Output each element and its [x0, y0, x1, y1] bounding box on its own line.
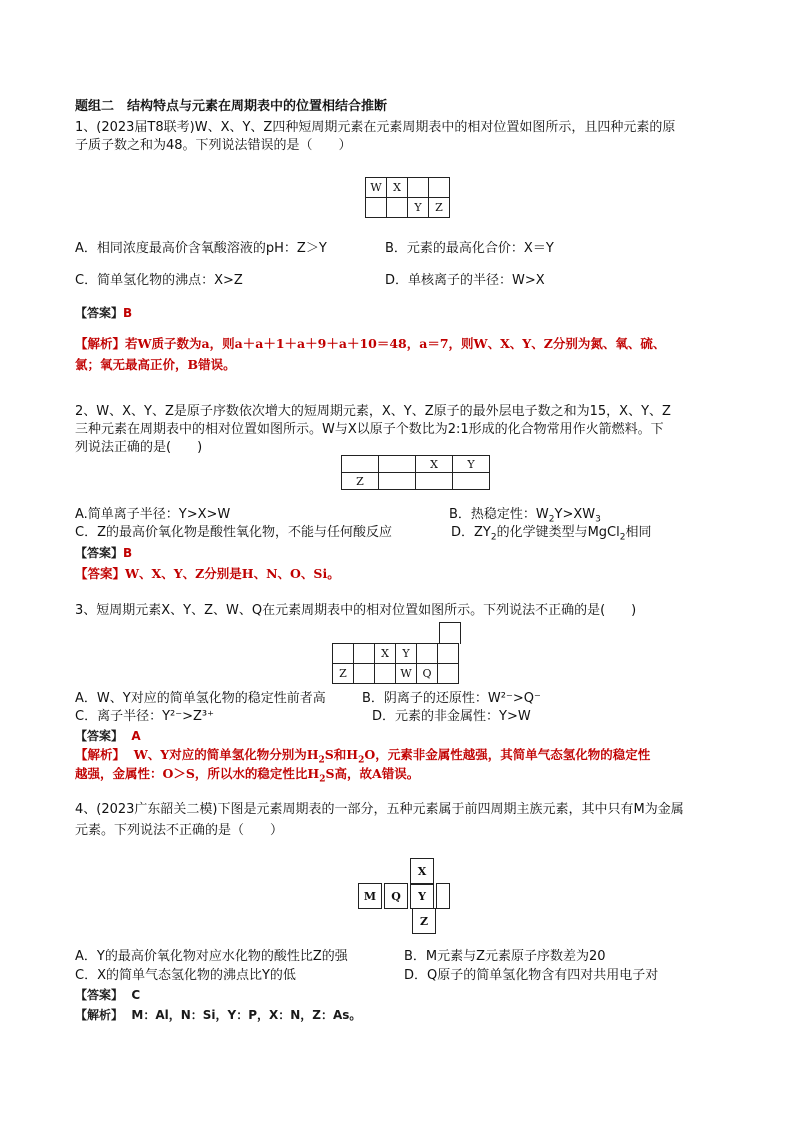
q3-cell	[354, 664, 375, 684]
q1-cell: X	[387, 178, 408, 198]
answer-label: 【答案】	[75, 306, 124, 320]
q1-option-d: D．单核离子的半径：W>X	[385, 273, 545, 288]
q1-cell	[366, 198, 387, 218]
q2-cell	[453, 473, 490, 490]
q3-option-d: D．元素的非金属性：Y>W	[372, 709, 531, 724]
q2-option-b: B．热稳定性：$W_2Y>XW_3$	[449, 507, 601, 525]
q1-cell	[429, 178, 450, 198]
q3-option-a: A．W、Y对应的简单氢化物的稳定性前者高	[75, 691, 326, 706]
q1-option-a: A．相同浓度最高价含氧酸溶液的pH：Z＞Y	[75, 241, 327, 256]
q1-cell	[408, 178, 429, 198]
q2-cell	[342, 456, 379, 473]
answer-label: 【答案】	[75, 729, 124, 743]
q3-cell	[354, 644, 375, 664]
q4-answer-value: C	[131, 988, 141, 1002]
q3-cell: Y	[396, 644, 417, 664]
q2-analysis: 【答案】W、X、Y、Z分别是H、N、O、Si。	[75, 566, 340, 581]
q4-option-d: D．Q原子的简单氢化物含有四对共用电子对	[404, 968, 659, 983]
q1-option-b: B．元素的最高化合价：X＝Y	[385, 241, 554, 256]
q4-cell-m: M	[358, 883, 382, 909]
q3-cell	[417, 644, 438, 664]
q3-table-top-cell	[439, 622, 461, 644]
q2-cell: Z	[342, 473, 379, 490]
q3-cell	[375, 664, 396, 684]
answer-label: 【答案】	[75, 988, 124, 1002]
q1-cell: W	[366, 178, 387, 198]
q4-analysis: 【解析】 M：Al，N：Si，Y：P，X：N，Z：As。	[75, 1008, 362, 1022]
q4-cell-x: X	[410, 858, 434, 885]
q1-answer-value: B	[123, 306, 133, 320]
q3-periodic-table	[332, 643, 459, 684]
q2-cell: Y	[453, 456, 490, 473]
q1-cell	[387, 198, 408, 218]
q3-cell	[438, 664, 459, 684]
q3-answer	[75, 727, 141, 744]
analysis-label: 【解析】	[75, 336, 126, 351]
q1-cell: Z	[429, 198, 450, 218]
q2-cell	[416, 473, 453, 490]
q3-answer-value: A	[131, 729, 141, 743]
q3-option-b: B．阴离子的还原性：W²⁻>Q⁻	[362, 691, 541, 706]
q2-option-a: A.简单离子半径：Y>X>W	[75, 507, 231, 522]
q2-stem-line1: 2、W、X、Y、Z是原子序数依次增大的短周期元素，X、Y、Z原子的最外层电子数之和为15，X、Y、Z	[75, 404, 671, 419]
q1-answer	[75, 304, 132, 321]
q1-stem-line2: 子质子数之和为48。下列说法错误的是（ ）	[75, 138, 352, 153]
q1-analysis-line1: 【解析】若W质子数为a，则a＋a＋1＋a＋9＋a＋10＝48，a＝7，则W、X、Y、Z分别为氮、氧、硫、	[75, 336, 666, 351]
q4-option-a: A．Y的最高价氧化物对应水化物的酸性比Z的强	[75, 949, 348, 964]
q1-option-c: C．简单氢化物的沸点：X>Z	[75, 273, 243, 288]
q4-answer	[75, 986, 140, 1003]
q4-cell-q: Q	[384, 883, 408, 909]
q3-analysis-line1: 【解析】 W、Y对应的简单氢化物分别为$H_2S$和$H_2O$，元素非金属性越强，其简单气态氢化物的稳定性	[75, 747, 651, 766]
q2-cell	[379, 456, 416, 473]
q3-analysis-line2: 越强，金属性：O＞S，所以水的稳定性比$H_2S$高，故A错误。	[75, 766, 420, 785]
answer-label: 【答案】	[75, 546, 124, 560]
q2-cell	[379, 473, 416, 490]
q3-cell: X	[375, 644, 396, 664]
group-title: 题组二 结构特点与元素在周期表中的位置相结合推断	[75, 99, 388, 114]
q2-cell: X	[416, 456, 453, 473]
q2-option-c: C．Z的最高价氧化物是酸性氧化物，不能与任何酸反应	[75, 525, 392, 540]
q4-option-c: C．X的简单气态氢化物的沸点比Y的低	[75, 968, 296, 983]
q3-stem-line1: 3、短周期元素X、Y、Z、W、Q在元素周期表中的相对位置如图所示。下列说法不正确的是( )	[75, 603, 637, 618]
q3-cell: Z	[333, 664, 354, 684]
q4-cell-y: Y	[410, 883, 434, 909]
q1-stem-line1: 1、(2023届T8联考)W、X、Y、Z四种短周期元素在元素周期表中的相对位置如图所示，且四种元素的原	[75, 120, 676, 135]
q3-cell	[438, 644, 459, 664]
answer-label: 【答案】	[75, 566, 126, 581]
q4-option-b: B．M元素与Z元素原子序数差为20	[404, 949, 606, 964]
q1-analysis-line2: 氯；氧无最高正价，B错误。	[75, 357, 236, 372]
q3-option-c: C．离子半径：Y²⁻>Z³⁺	[75, 709, 214, 724]
q2-stem-line3: 列说法正确的是( )	[75, 440, 203, 455]
q4-cell-z: Z	[412, 908, 436, 934]
q2-option-d: D．$ZY_2$的化学键类型与MgCl$_2$相同	[451, 525, 652, 543]
q2-answer	[75, 544, 132, 561]
q4-stem-line2: 元素。下列说法不正确的是（ ）	[75, 823, 284, 838]
q2-stem-line2: 三种元素在周期表中的相对位置如图所示。W与X以原子个数比为2:1形成的化合物常用作火箭燃料。下	[75, 422, 664, 437]
q4-cell-blank	[436, 883, 450, 909]
q3-cell: W	[396, 664, 417, 684]
q2-periodic-table	[341, 455, 490, 490]
q2-answer-value: B	[123, 546, 133, 560]
q4-stem-line1: 4、(2023广东韶关二模)下图是元素周期表的一部分，五种元素属于前四周期主族元素，其中只有M为金属	[75, 802, 684, 817]
q3-cell	[333, 644, 354, 664]
analysis-label: 【解析】	[75, 747, 126, 762]
q1-cell: Y	[408, 198, 429, 218]
q3-cell: Q	[417, 664, 438, 684]
analysis-label: 【解析】	[75, 1008, 124, 1022]
q1-periodic-table	[365, 177, 450, 218]
